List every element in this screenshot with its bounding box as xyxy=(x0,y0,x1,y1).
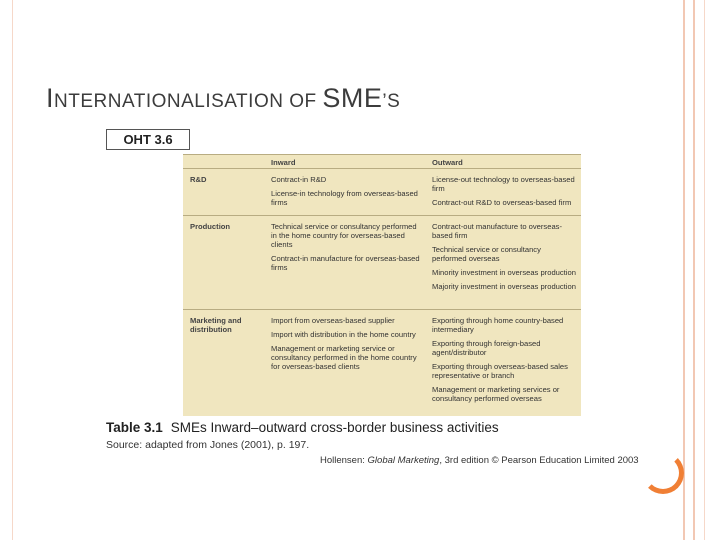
decorative-ring xyxy=(642,452,684,494)
activity-item: Contract-in R&D xyxy=(271,175,327,184)
caption-text: SMEs Inward–outward cross-border business activities xyxy=(170,420,499,435)
credit-title: Global Marketing xyxy=(367,455,440,466)
publisher-credit xyxy=(320,455,639,466)
inward-cell xyxy=(271,316,421,376)
header-outward: Outward xyxy=(432,158,463,167)
inward-cell xyxy=(271,175,421,212)
outward-cell xyxy=(432,175,577,212)
slide-title xyxy=(46,78,400,115)
header-inward: Inward xyxy=(271,158,296,167)
row-label: Marketing and distribution xyxy=(190,316,242,334)
row-label: R&D xyxy=(190,175,207,184)
inward-cell xyxy=(271,222,421,277)
activity-item: Import from overseas-based supplier xyxy=(271,316,395,325)
title-suffix: ’S xyxy=(382,91,401,112)
credit-author: Hollensen: xyxy=(320,455,368,466)
credit-rest: , 3rd edition © Pearson Education Limited 2003 xyxy=(439,455,639,466)
activity-item: Technical service or consultancy performed in the home country for overseas-based clients xyxy=(271,222,417,249)
activity-item: License-out technology to overseas-based firm xyxy=(432,175,575,193)
activity-item: Technical service or consultancy performed overseas xyxy=(432,245,541,263)
outward-cell xyxy=(432,222,577,296)
frame-line-right-1 xyxy=(683,0,685,540)
outward-cell xyxy=(432,316,577,408)
row-label: Production xyxy=(190,222,231,231)
activity-item: Contract-in manufacture for overseas-based firms xyxy=(271,254,420,272)
table-row-rd xyxy=(183,169,581,216)
table-row-production xyxy=(183,216,581,310)
activity-item: Minority investment in overseas production xyxy=(432,268,576,277)
table-caption xyxy=(106,420,499,435)
activity-item: License-in technology from overseas-based firms xyxy=(271,189,418,207)
activity-item: Exporting through overseas-based sales representative or branch xyxy=(432,362,568,380)
source-note: Source: adapted from Jones (2001), p. 197. xyxy=(106,439,310,451)
oht-label: OHT 3.6 xyxy=(106,129,190,150)
frame-line-right-2 xyxy=(693,0,695,540)
activity-item: Exporting through foreign-based agent/distributor xyxy=(432,339,541,357)
activities-table xyxy=(183,154,581,416)
title-part-1: NTERNATIONALISATION OF xyxy=(54,91,323,112)
activity-item: Majority investment in overseas production xyxy=(432,282,576,291)
title-initial: I xyxy=(46,83,55,113)
activity-item: Contract-out R&D to overseas-based firm xyxy=(432,198,572,207)
title-sme: SME xyxy=(322,83,383,113)
activity-item: Management or marketing service or consultancy performed in the home country for overseas-based clients xyxy=(271,344,417,371)
caption-number: Table 3.1 xyxy=(106,420,163,435)
activity-item: Management or marketing services or consultancy performed overseas xyxy=(432,385,560,403)
frame-line-left xyxy=(12,0,13,540)
activity-item: Exporting through home country-based intermediary xyxy=(432,316,564,334)
frame-line-right-3 xyxy=(704,0,705,540)
table-header xyxy=(183,154,581,169)
table-row-marketing xyxy=(183,310,581,416)
activity-item: Contract-out manufacture to overseas-based firm xyxy=(432,222,562,240)
activity-item: Import with distribution in the home country xyxy=(271,330,416,339)
